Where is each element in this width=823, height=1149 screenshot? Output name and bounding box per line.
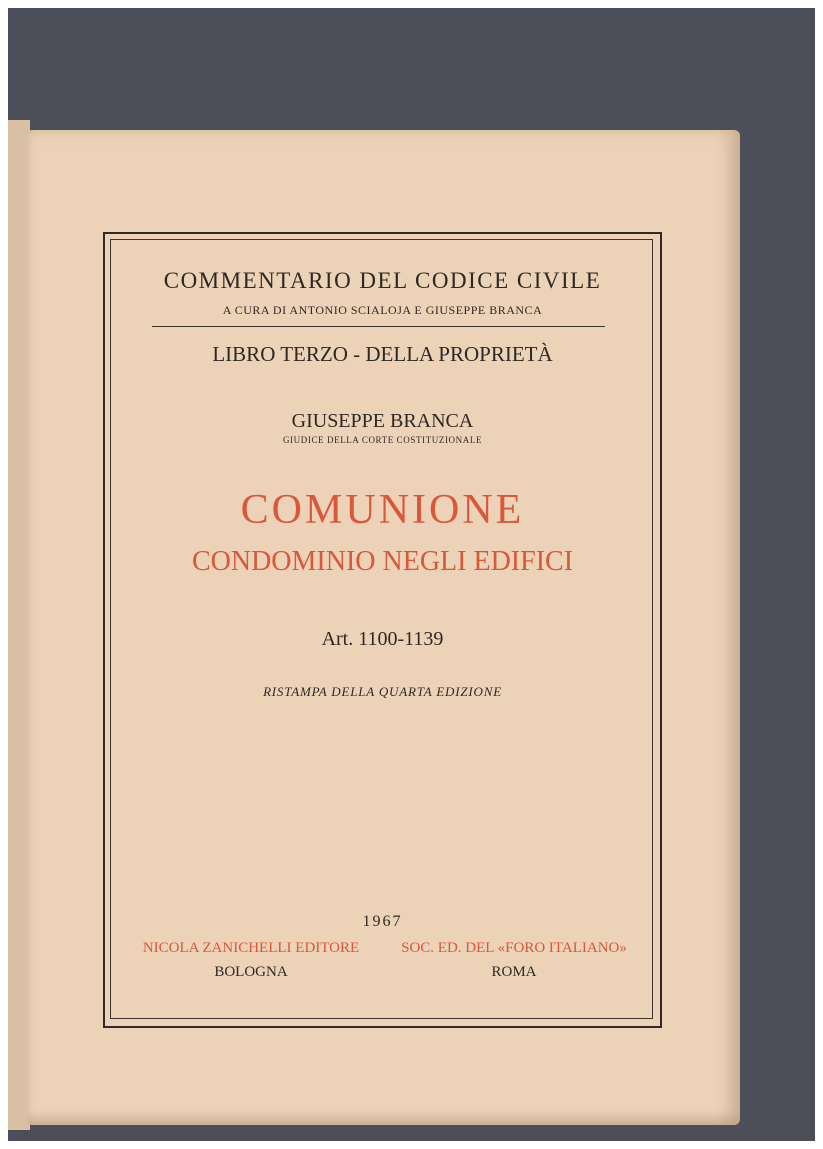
articles: Art. 1100-1139: [321, 628, 444, 650]
series-title: COMMENTARIO DEL CODICE CIVILE: [163, 268, 602, 293]
publisher-2-city: ROMA: [491, 964, 537, 980]
year: 1967: [362, 913, 403, 930]
publisher-1: NICOLA ZANICHELLI EDITORE: [142, 940, 360, 956]
book-part: LIBRO TERZO - DELLA PROPRIETÀ: [212, 342, 553, 366]
title: COMUNIONE: [240, 487, 525, 533]
subtitle: CONDOMINIO NEGLI EDIFICI: [191, 546, 574, 577]
editors: A CURA DI ANTONIO SCIALOJA E GIUSEPPE BRANCA: [222, 303, 543, 317]
book-spine: [8, 120, 30, 1130]
publisher-1-city: BOLOGNA: [214, 964, 288, 980]
divider: [152, 326, 605, 327]
author-role: GIUDICE DELLA CORTE COSTITUZIONALE: [282, 435, 483, 445]
edition: RISTAMPA DELLA QUARTA EDIZIONE: [263, 684, 502, 699]
publisher-2: SOC. ED. DEL «FORO ITALIANO»: [401, 940, 627, 956]
author: GIUSEPPE BRANCA: [291, 410, 474, 432]
